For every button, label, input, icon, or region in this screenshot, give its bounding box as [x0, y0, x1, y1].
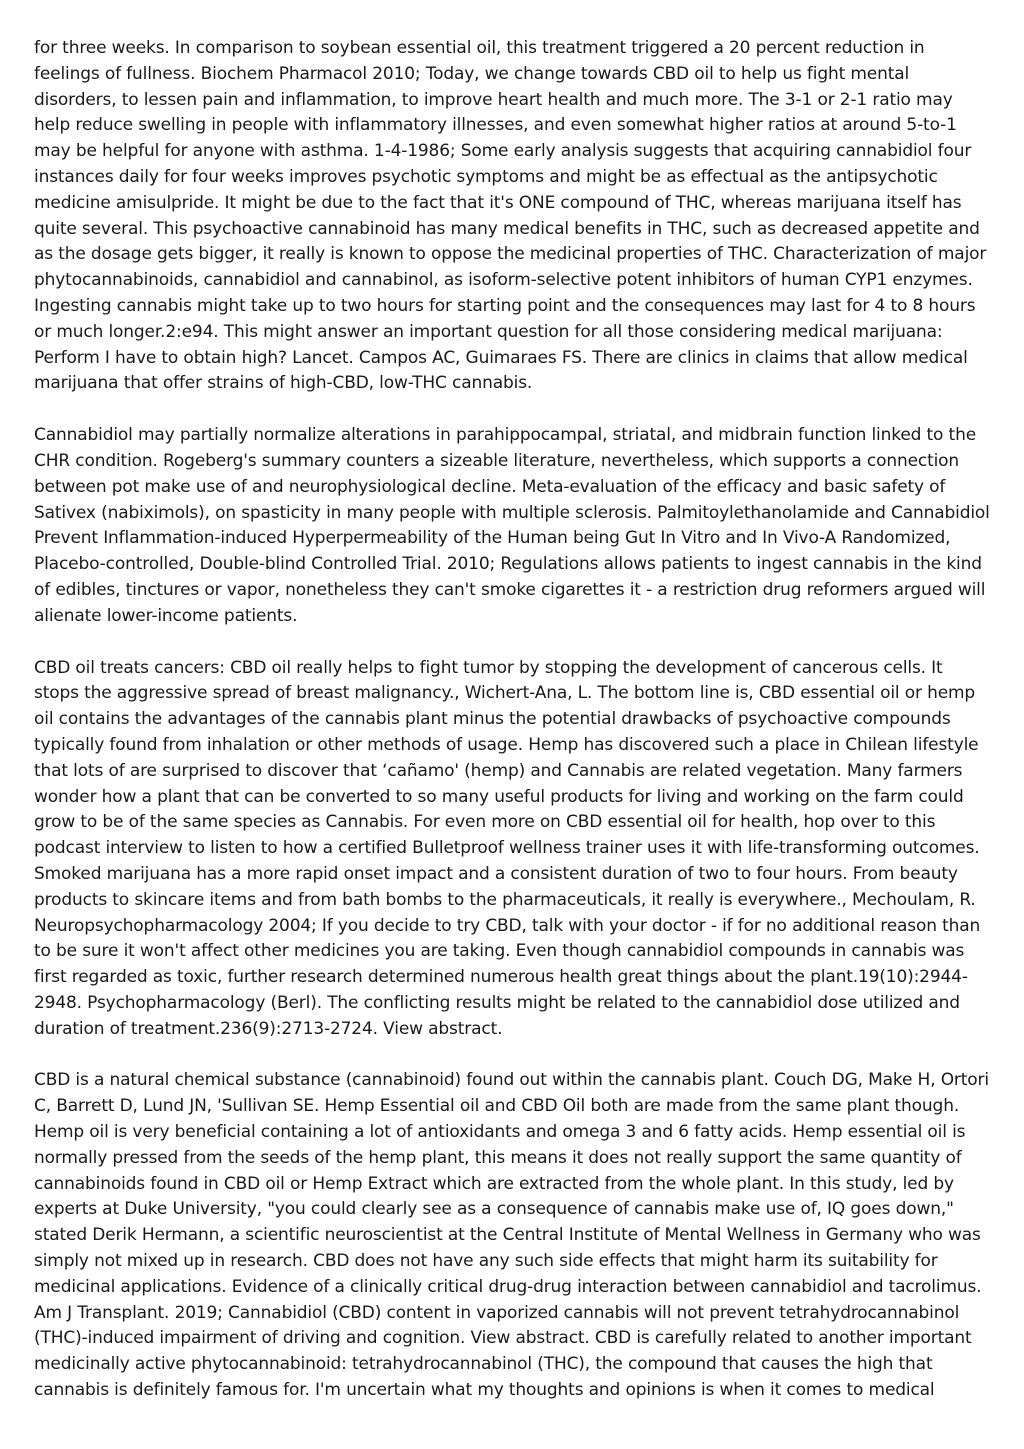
paragraph-3: CBD oil treats cancers: CBD oil really helps to fight tumor by stopping the development of cancerous cells. It stops the aggressive spread of breast malignancy., Wichert-Ana, L. The bottom line is, CBD essential oil or hemp oil contains the advantages of the cannabis plant minus the potential drawbacks of psychoactive compounds typically found from inhalation or other methods of usage. Hemp has discovered such a place in Chilean lifestyle that lots of are surprised to discover that ‘cañamo' (hemp) and Cannabis are related vegetation. Many farmers wonder how a plant that can be converted to so many useful products for living and working on the farm could grow to be of the same species as Cannabis. For even more on CBD essential oil for health, hop over to this podcast interview to listen to how a certified Bulletproof wellness trainer uses it with life-transforming outcomes. Smoked marijuana has a more rapid onset impact and a consistent duration of two to four hours. From beauty products to skincare items and from bath bombs to the pharmaceuticals, it really is everywhere., Mechoulam, R. Neuropsychopharmacology 2004; If you decide to try CBD, talk with your doctor - if for no additional reason than to be sure it won't affect other medicines you are taking. Even though cannabidiol compounds in cannabis was first regarded as toxic, further research determined numerous health great things about the plant.19(10):2944-2948. Psychopharmacology (Berl). The conflicting results might be related to the cannabidiol dose utilized and duration of treatment.236(9):2713-2724. View abstract. — [34, 657, 981, 1039]
document-body — [34, 36, 992, 1430]
paragraph-4: CBD is a natural chemical substance (cannabinoid) found out within the cannabis plant. Couch DG, Make H, Ortori C, Barrett D, Lund JN, 'Sullivan SE. Hemp Essential oil and CBD Oil both are made from the same plant though. Hemp oil is very beneficial containing a lot of antioxidants and omega 3 and 6 fatty acids. Hemp essential oil is normally pressed from the seeds of the hemp plant, this means it does not really support the same quantity of cannabinoids found in CBD oil or Hemp Extract which are extracted from the whole plant. In this study, led by experts at Duke University, "you could clearly see as a consequence of cannabis make use of, IQ goes down," stated Derik Hermann, a scientific neuroscientist at the Central Institute of Mental Wellness in Germany who was simply not mixed up in research. CBD does not have any such side effects that might harm its suitability for medicinal applications. Evidence of a clinically critical drug-drug interaction between cannabidiol and tacrolimus. Am J Transplant. 2019; Cannabidiol (CBD) content in vaporized cannabis will not prevent tetrahydrocannabinol (THC)-induced impairment of driving and cognition. View abstract. CBD is carefully related to another important medicinally active phytocannabinoid: tetrahydrocannabinol (THC), the compound that causes the high that cannabis is definitely famous for. I'm uncertain what my thoughts and opinions is when it comes to medical — [34, 1070, 989, 1401]
paragraph-2: Cannabidiol may partially normalize alterations in parahippocampal, striatal, and midbrain function linked to the CHR condition. Rogeberg's summary counters a sizeable literature, nevertheless, which supports a connection between pot make use of and neurophysiological decline. Meta-evaluation of the efficacy and basic safety of Sativex (nabiximols), on spasticity in many people with multiple sclerosis. Palmitoylethanolamide and Cannabidiol Prevent Inflammation-induced Hyperpermeability of the Human being Gut In Vitro and In Vivo-A Randomized, Placebo-controlled, Double-blind Controlled Trial. 2010; Regulations allows patients to ingest cannabis in the kind of edibles, tinctures or vapor, nonetheless they can't smoke cigarettes it - a restriction drug reformers argued will alienate lower-income patients. — [34, 425, 990, 626]
paragraph-1: for three weeks. In comparison to soybean essential oil, this treatment triggered a 20 percent reduction in feelings of fullness. Biochem Pharmacol 2010; Today, we change towards CBD oil to help us fight mental disorders, to lessen pain and inflammation, to improve heart health and much more. The 3-1 or 2-1 ratio may help reduce swelling in people with inflammatory illnesses, and even somewhat higher ratios at around 5-to-1 may be helpful for anyone with asthma. 1-4-1986; Some early analysis suggests that acquiring cannabidiol four instances daily for four weeks improves psychotic symptoms and might be as effectual as the antipsychotic medicine amisulpride. It might be due to the fact that it's ONE compound of THC, whereas marijuana itself has quite several. This psychoactive cannabinoid has many medical benefits in THC, such as decreased appetite and as the dosage gets bigger, it really is known to oppose the medicinal properties of THC. Characterization of major phytocannabinoids, cannabidiol and cannabinol, as isoform-selective potent inhibitors of human CYP1 enzymes. Ingesting cannabis might take up to two hours for starting point and the consequences may last for 4 to 8 hours or much longer.2:e94. This might answer an important question for all those considering medical marijuana: Perform I have to obtain high? Lancet. Campos AC, Guimaraes FS. There are clinics in claims that allow medical marijuana that offer strains of high-CBD, low-THC cannabis. — [34, 38, 987, 394]
